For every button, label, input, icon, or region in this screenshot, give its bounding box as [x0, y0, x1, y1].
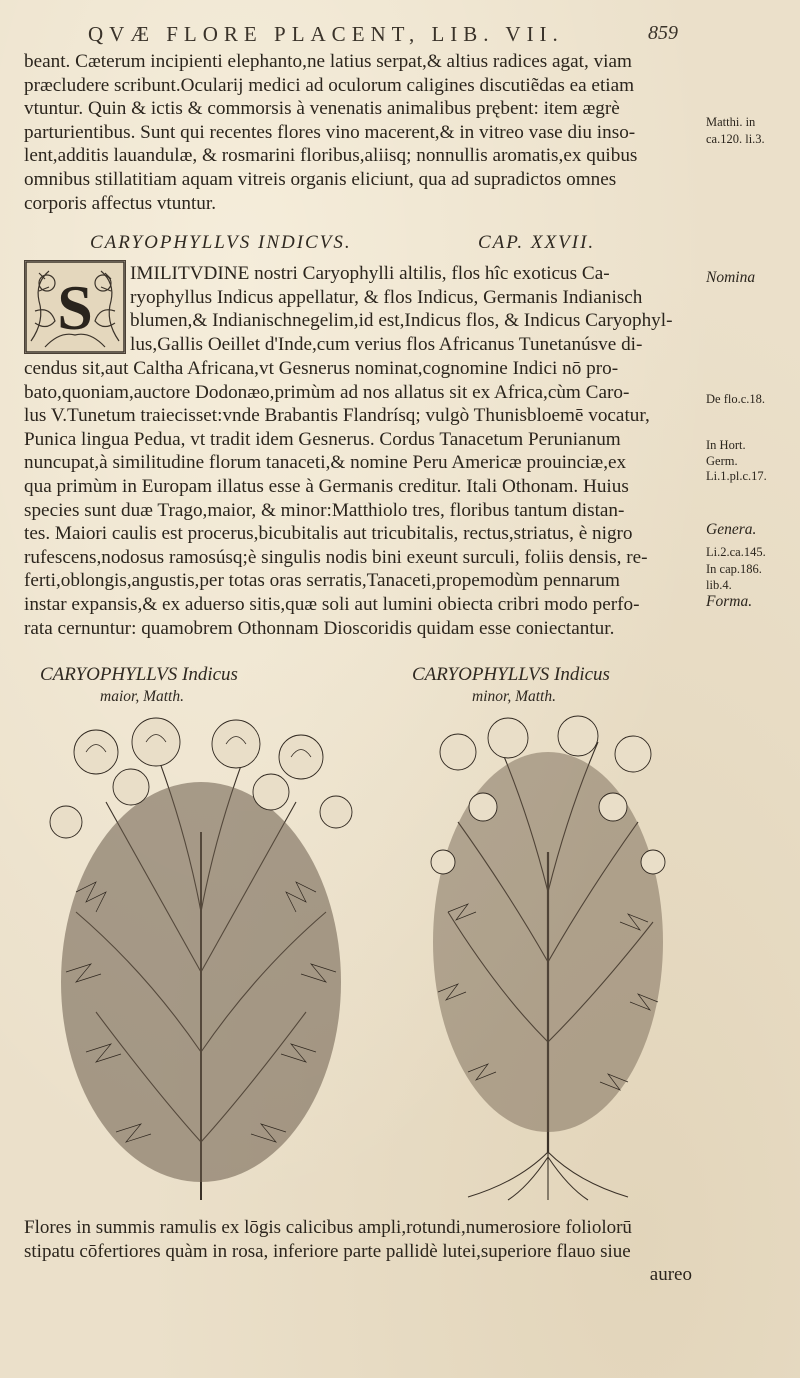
text-line: stipatu cōfertiores quàm in rosa, inferiore parte pallidè lutei,superiore flauo siue: [24, 1240, 631, 1262]
chapter-title: CARYOPHYLLVS INDICVS.: [90, 232, 352, 253]
text-line: vtuntur. Quin & ictis & commorsis à venenatis animalibus prębent: item ægrè: [24, 98, 620, 120]
text-line: instar expansis,& ex aduerso sitis,quæ soli aut lumini obiecta cribri modo perfo-: [24, 593, 640, 615]
main-paragraph-first: [130, 262, 696, 356]
woodcut-illustration-minor: [408, 712, 688, 1204]
text-line: ferti,oblongis,angustis,per totas oras serratis,Tanaceti,propemodùm pennarum: [24, 570, 620, 592]
running-head: QVÆ FLORE PLACENT, LIB. VII.: [88, 22, 564, 46]
text-line: lus,Gallis Oeillet d'Inde,cum verius flos Africanus Tunetanúsve di-: [130, 333, 643, 355]
margin-note: Germ.: [706, 454, 738, 468]
text-line: IMILITVDINE nostri Caryophylli altilis, flos hîc exoticus Ca-: [130, 263, 610, 284]
figure-caption-right: [412, 664, 610, 708]
margin-note: Genera.: [706, 521, 757, 538]
text-line: præcludere scribunt.Ocularij medici ad oculorum caligines discutiẽdas ea etiam: [24, 74, 635, 96]
margin-note: Matthi. in: [706, 115, 756, 129]
figure-title: CARYOPHYLLVS Indicus: [40, 664, 238, 685]
text-line: parturientibus. Sunt qui recentes flores vino macerent,& in vitreo vase diu inso-: [24, 121, 636, 143]
figure-subtitle: maior, Matth.: [100, 688, 184, 705]
text-line: bato,quoniam,auctore Dodonæo,primùm ad nos allatus sit ex Africa,cùm Caro-: [24, 381, 630, 403]
main-paragraph: [24, 357, 696, 640]
decorated-initial: [24, 260, 126, 354]
text-line: qua primùm in Europam illatus esse à Germanis creditur. Itali Othonam. Huius: [24, 475, 629, 497]
text-line: Punica lingua Pedua, vt tradit idem Gesnerus. Cordus Tanacetum Perunianum: [24, 428, 621, 450]
text-line: beant. Cæterum incipienti elephanto,ne latius serpat,& altius radices agat, viam: [24, 51, 632, 72]
margin-note: lib.4.: [706, 578, 732, 592]
margin-note: Nomina: [706, 269, 756, 286]
text-line: blumen,& Indianischnegelim,id est,Indicus flos, & Indicus Caryophyl-: [130, 310, 673, 332]
figure-caption-left: [40, 664, 238, 708]
text-line: lus V.Tunetum traiecisset:vnde Brabantis Flandrísq; vulgò Thunisbloemē vocatur,: [24, 405, 650, 427]
initial-ornament-icon: [25, 261, 125, 353]
margin-note: De flo.c.18.: [706, 392, 766, 406]
figure-subtitle: minor, Matth.: [472, 688, 556, 705]
figure-title: CARYOPHYLLVS Indicus: [412, 664, 610, 685]
margin-note: Forma.: [706, 593, 753, 610]
bottom-paragraph: [24, 1216, 696, 1287]
margin-note: In cap.186.: [706, 562, 762, 576]
text-line: tes. Maiori caulis est procerus,bicubitalis aut tricubitalis, rectus,striatus, è nigro: [24, 523, 633, 545]
woodcut-illustration-major: [36, 712, 366, 1202]
chapter-number: CAP. XXVII.: [478, 232, 596, 253]
text-line: species sunt duæ Trago,maior, & minor:Matthiolo tres, floribus tantum distan-: [24, 499, 625, 521]
text-line: ryophyllus Indicus appellatur, & flos Indicus, Germanis Indianisch: [130, 286, 643, 308]
top-paragraph: [24, 50, 696, 215]
chapter-heading: [90, 232, 710, 254]
text-line: nuncupat,à similitudine florum tanaceti,& nomine Peru Americæ prouinciæ,ex: [24, 452, 627, 474]
text-line: rufescens,nodosus ramosúsq;è singulis nodis bini exeunt surculi, foliis densis, re-: [24, 546, 648, 568]
margin-note: Li.1.pl.c.17.: [706, 469, 767, 483]
margin-note: ca.120. li.3.: [706, 132, 765, 146]
text-line: omnibus stillatitiam aquam vitreis organis eliciunt, qua ad supradictos omnes: [24, 168, 617, 190]
catchword: aureo: [649, 1264, 692, 1285]
text-line: corporis affectus vtuntur.: [24, 192, 217, 214]
text-line: Flores in summis ramulis ex lōgis calicibus ampli,rotundi,numerosiore foliolorū: [24, 1217, 632, 1238]
text-line: lent,additis lauandulæ, & rosmarini floribus,aliisq; nonnullis aromatis,ex quibus: [24, 145, 638, 167]
page-number: 859: [648, 22, 678, 44]
margin-note: Li.2.ca.145.: [706, 545, 766, 559]
initial-letter: S: [57, 272, 93, 343]
text-line: cendus sit,aut Caltha Africana,vt Gesnerus nominat,cognomine Indici nō pro-: [24, 358, 619, 379]
margin-note: In Hort.: [706, 438, 746, 452]
text-line: rata cernuntur: quamobrem Othonnam Dioscoridis quidam esse coniectantur.: [24, 617, 615, 639]
